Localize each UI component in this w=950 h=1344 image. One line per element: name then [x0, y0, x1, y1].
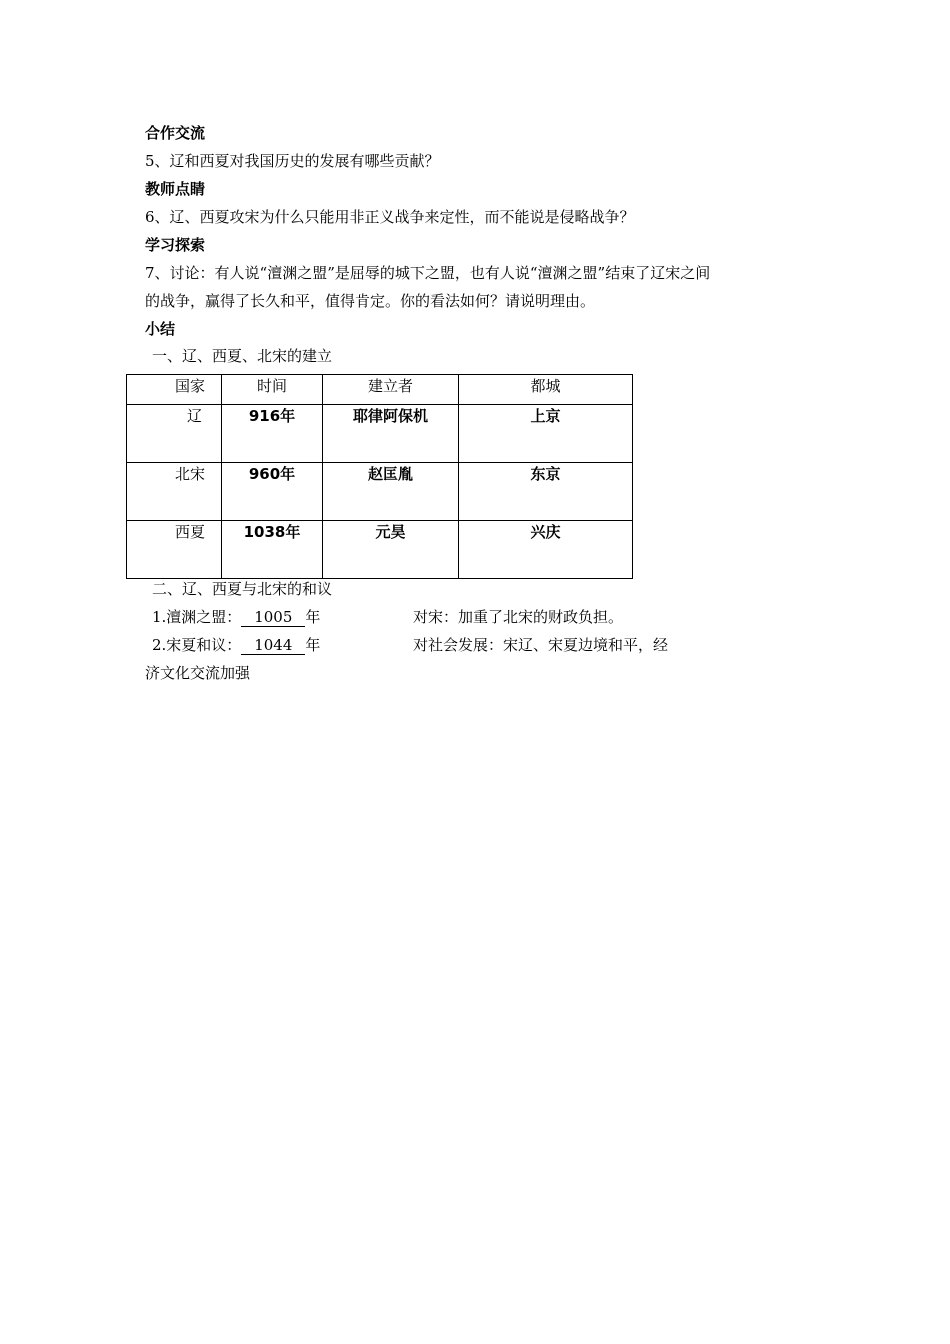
treaty-1-effect: 对宋：加重了北宋的财政负担。 [413, 608, 624, 626]
establishment-table [126, 374, 633, 579]
treaty-1-unit: 年 [305, 608, 321, 626]
cell-time: 1038年 [222, 521, 323, 579]
cell-time: 916年 [222, 405, 323, 463]
table-row [127, 521, 633, 579]
question-5: 5、辽和西夏对我国历史的发展有哪些贡献？ [145, 152, 440, 170]
heading-explore: 学习探索 [145, 236, 206, 254]
cell-capital: 东京 [459, 463, 633, 521]
header-country: 国家 [127, 375, 222, 405]
table-row [127, 463, 633, 521]
table-row [127, 405, 633, 463]
cell-time: 960年 [222, 463, 323, 521]
cell-country: 北宋 [127, 463, 222, 521]
cell-country: 辽 [127, 405, 222, 463]
question-7-line-2: 的战争，赢得了长久和平，值得肯定。你的看法如何？请说明理由。 [145, 292, 596, 310]
heading-cooperation: 合作交流 [145, 124, 206, 142]
cell-capital: 上京 [459, 405, 633, 463]
heading-teacher: 教师点睛 [145, 180, 206, 198]
question-6: 6、辽、西夏攻宋为什么只能用非正义战争来定性，而不能说是侵略战争？ [145, 208, 635, 226]
treaty-2-label: 2.宋夏和议： [152, 636, 242, 654]
treaty-2-year: 1044 [241, 637, 305, 655]
header-founder: 建立者 [323, 375, 459, 405]
section-2-title: 二、辽、西夏与北宋的和议 [152, 580, 333, 598]
question-7-line-1: 7、讨论：有人说“澶渊之盟”是屈辱的城下之盟，也有人说“澶渊之盟”结束了辽宋之间 [145, 264, 711, 282]
treaty-1-label: 1.澶渊之盟： [152, 608, 242, 626]
cell-founder: 耶律阿保机 [323, 405, 459, 463]
heading-summary: 小结 [145, 320, 176, 338]
treaty-2-unit: 年 [305, 636, 321, 654]
cell-country: 西夏 [127, 521, 222, 579]
treaty-item-1 [152, 607, 320, 627]
cell-founder: 元昊 [323, 521, 459, 579]
section-1-title: 一、辽、西夏、北宋的建立 [152, 347, 333, 365]
header-time: 时间 [222, 375, 323, 405]
cell-founder: 赵匡胤 [323, 463, 459, 521]
cell-capital: 兴庆 [459, 521, 633, 579]
treaty-item-2 [152, 635, 320, 655]
treaty-2-effect: 对社会发展：宋辽、宋夏边境和平，经 [413, 636, 669, 654]
treaty-1-year: 1005 [241, 609, 305, 627]
treaty-2-effect-continuation: 济文化交流加强 [145, 664, 251, 682]
table-header-row [127, 375, 633, 405]
header-capital: 都城 [459, 375, 633, 405]
